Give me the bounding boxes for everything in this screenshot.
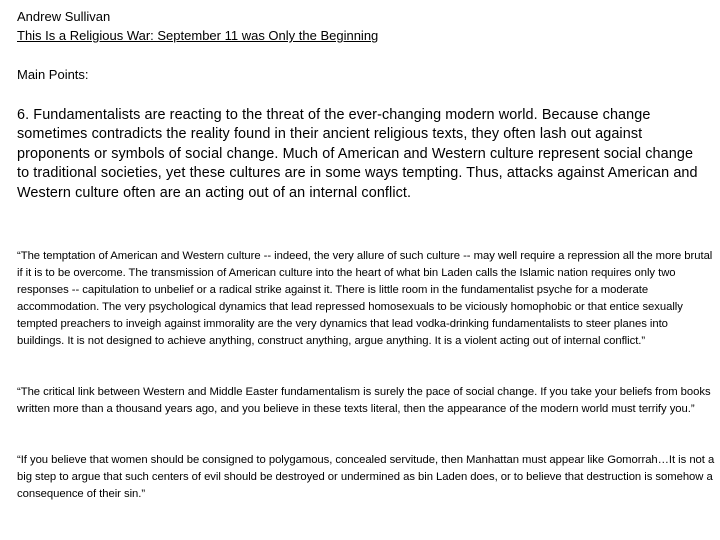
quote-paragraph-2: “The critical link between Western and Middle Easter fundamentalism is surely the pace of social change. If you take your beliefs from books written more than a thousand years ago, and you believe in these texts literal, then the appearance of the modern world must terrify you.” xyxy=(17,386,711,415)
main-point-paragraph: 6. Fundamentalists are reacting to the threat of the ever-changing modern world. Because change sometimes contradicts the reality found in their ancient religious texts, they often lash out against proponents or symbols of social change. Much of American and Western culture represent social change to traditional societies, yet these cultures are in some ways tempting. Thus, attacks against American and Western culture often are an acting out of an internal conflict. xyxy=(17,107,698,201)
quote-paragraph-1: “The temptation of American and Western culture -- indeed, the very allure of such culture -- may well require a repression all the more brutal if it is to be overcome. The transmission of American culture into the heart of what bin Laden calls the Islamic nation requires only two responses -- capitulation to unbelief or a radical strike against it. There is little room in the fundamentalist psyche for a moderate accommodation. The very psychological dynamics that lead repressed homosexuals to be viciously homophobic or that entice sexually tempted preachers to inveigh against immorality are the very dynamics that lead vodka-drinking fundamentalists to steer planes into buildings. It is not designed to achieve anything, construct anything, argue anything. It is a violent acting out of internal conflict.” xyxy=(17,250,713,347)
article-title: This Is a Religious War: September 11 was Only the Beginning xyxy=(17,28,379,43)
quote-paragraph-3: “If you believe that women should be consigned to polygamous, concealed servitude, then Manhattan must appear like Gomorrah…It is not a big step to argue that such centers of evil should be destroyed or undermined as bin Laden does, or to believe that destruction is somehow a consequence of their sin.” xyxy=(17,454,715,500)
author-name: Andrew Sullivan xyxy=(17,9,111,24)
section-heading: Main Points: xyxy=(17,67,89,82)
